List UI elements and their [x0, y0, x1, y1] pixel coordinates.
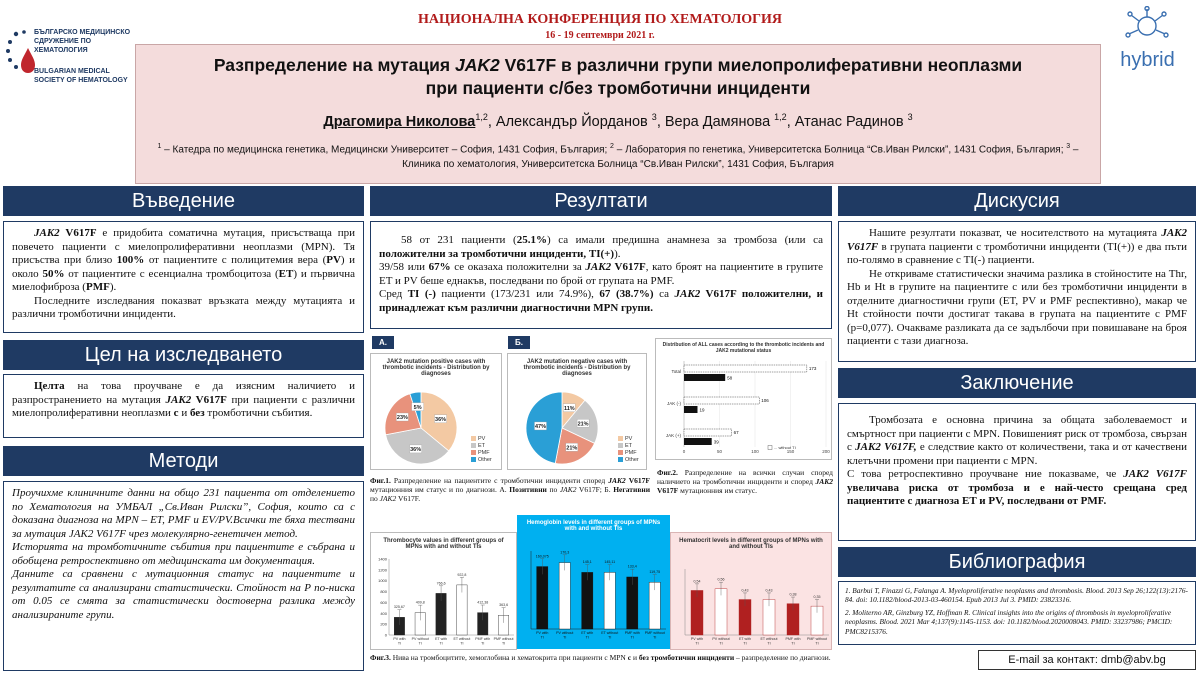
pie-data-label: 23% [396, 415, 408, 422]
bar [691, 590, 703, 635]
intro-paragraph-2: Последните изследвания показват връзката между мутацията и различни тромботични инциденти. [12, 294, 355, 320]
legend-swatch [471, 436, 476, 441]
bar [715, 589, 727, 635]
x-tick-label: ET with [739, 637, 751, 641]
thrombocyte-chart-panel [370, 532, 517, 650]
author-sup: 3 [907, 112, 913, 122]
distribution-chart-title: Distribution of ALL cases according to the thrombotic incidents and JAK2 mutational status [662, 342, 825, 354]
legend-entry-pv [618, 436, 639, 443]
title-gene: JAK2 [455, 55, 500, 75]
legend-entry-pmf [618, 450, 639, 457]
conference-dates: 16 - 19 септември 2021 г. [545, 30, 655, 41]
discussion-heading: Дискусия [838, 186, 1196, 216]
bar-value-label: 145,11 [604, 560, 616, 565]
hematocrit-chart-panel [670, 532, 832, 650]
author: , Атанас Радинов [786, 113, 908, 130]
bar-value-label: 58 [727, 375, 733, 381]
bar-value-label: 363,6 [499, 603, 509, 608]
pie-chart-b [510, 384, 618, 468]
pie-data-label: 36% [435, 417, 447, 424]
y-tick-label: 1400 [378, 556, 387, 562]
legend-swatch [768, 446, 772, 450]
pie-data-label: 36% [410, 447, 422, 454]
legend-label: Other [625, 457, 639, 463]
legend-label: ... without TI [774, 445, 796, 450]
pie-a-title: JAK2 mutation positive cases with thrombotic incidents - Distribution by diagnoses [382, 359, 490, 377]
bar [559, 563, 570, 629]
legend-entry-et [618, 443, 639, 450]
distribution-bar-chart [656, 355, 833, 459]
legend-swatch [471, 450, 476, 455]
bar-value-label: 766,6 [436, 581, 446, 586]
authors [136, 112, 1100, 130]
y-tick-label: 200 [380, 621, 387, 627]
bar-with-ti [684, 406, 697, 413]
bar-without-ti [684, 397, 759, 404]
society-logo [4, 22, 134, 117]
bar-value-label: 170,3 [560, 550, 570, 555]
bar [604, 572, 615, 629]
x-tick-label: TI [540, 635, 544, 640]
hemoglobin-chart-title: Hemoglobin levels in different groups of MPNs with and without TIs [526, 520, 661, 532]
author: , Вера Дамянова [656, 113, 775, 130]
y-tick-label: 1200 [378, 567, 387, 573]
x-tick-label: TI [743, 641, 747, 646]
x-tick-label: TI [585, 635, 589, 640]
aim-paragraph: Целта на това проучване е да изясним наличието и разпространението на мутация JAK2 V617F при пациенти с различни миелопролиферативни неоплазми с и без тромботични събития. [12, 380, 355, 419]
conclusion-paragraph-1: Тромбозата е основна причина за общата заболеваемост и смъртност при пациенти с MPN. Повишеният риск от тромбоза, свързан с JAK2 V617F, е следствие както от количествени, така и от качествени клетъчни промени при пациенти с MPN. [847, 414, 1187, 467]
author-sup: 3 [651, 112, 657, 122]
x-tick-label: TI [653, 635, 657, 640]
society-name-en-2: SOCIETY OF HEMATOLOGY [34, 77, 128, 84]
x-tick-label: PMF without [644, 631, 665, 635]
methods-paragraph-1: Проучихме клиничните данни на общо 231 пациента от отделението по Хематология на УМБАЛ „Св.Иван Рилски”, София, които са с доказана диагноза на MPN – ET, PMF и EV/PV.Всички те бяха тествани за мутация JAK2 V617F чрез молекулярно-генетичен метод. [12, 487, 355, 540]
thrombocyte-chart-title: Thrombocyte values in different groups of MPNs with and without TIs [383, 538, 504, 550]
title-box [135, 44, 1101, 184]
figure-3-caption: Фиг.3. Нива на тромбоцитите, хемоглобина и хематокрита при пациенти с MPN с и без тромботични инциденти – разпределение по диагнози. [370, 653, 831, 662]
x-tick-label: TI [397, 641, 402, 646]
x-tick-label: 0 [682, 449, 686, 454]
x-tick-label: 200 [822, 449, 830, 454]
y-tick-label: 600 [380, 599, 387, 605]
pie-chart-a [373, 384, 473, 468]
title-text: V617F в различни групи миелопролиферативни неоплазми [499, 55, 1023, 75]
legend-entry-other [471, 457, 492, 464]
bar-value-label: 0,56 [717, 577, 725, 582]
pie-data-label: 47% [534, 424, 547, 431]
distribution-chart-panel [655, 338, 832, 460]
bibliography-box [838, 581, 1196, 645]
legend-swatch [618, 457, 623, 462]
conclusion-heading: Заключение [838, 368, 1196, 398]
legend-entry-pv [471, 436, 492, 443]
bar-value-label: 145,1 [582, 560, 592, 565]
x-tick-label: PV without [411, 637, 429, 641]
bar [582, 572, 593, 629]
legend-swatch [471, 443, 476, 448]
legend-entry-pmf [471, 450, 492, 457]
reference-1: 1. Barbui T, Finazzi G, Falanga A. Myeloproliferative neoplasms and thrombosis. Blood. 2013 Sep 26;122(13):2176-84. doi: 10.1182/blood-2013-03-460154. Epub 2013 Jul 3. PMID: 23823316. [845, 586, 1188, 605]
x-tick-label: TI [791, 641, 795, 646]
legend-label: Other [478, 457, 492, 463]
conference-title: НАЦИОНАЛНА КОНФЕРЕНЦИЯ ПО ХЕМАТОЛОГИЯ [417, 12, 783, 27]
discussion-box [838, 221, 1196, 362]
methods-heading: Методи [3, 446, 364, 476]
pie-b-title: JAK2 mutation negative cases with thrombotic incidents - Distribution by diagnoses [523, 359, 631, 377]
x-tick-label: 150 [786, 449, 795, 454]
category-label: JAK (+) [665, 433, 681, 438]
hybrid-logo [1105, 6, 1190, 71]
y-tick-label: 800 [380, 589, 387, 595]
x-tick-label: PV with [536, 631, 549, 635]
legend-entry-et [471, 443, 492, 450]
pie-b-legend [618, 436, 639, 464]
bar-value-label: 325,67 [393, 605, 405, 610]
x-tick-label: PV without [556, 631, 574, 635]
results-box [370, 221, 832, 329]
aim-box [3, 374, 364, 438]
x-tick-label: ET without [601, 631, 619, 635]
legend-swatch [618, 450, 623, 455]
x-tick-label: ET without [453, 637, 471, 641]
y-tick-label: 400 [380, 610, 387, 616]
x-tick-label: ET without [760, 637, 778, 641]
intro-heading: Въведение [3, 186, 364, 216]
hematocrit-bar-chart [671, 555, 833, 651]
hybrid-logo-text: hybrid [1120, 49, 1175, 71]
x-tick-label: PV without [712, 637, 730, 641]
legend-entry-other [618, 457, 639, 464]
bibliography-heading: Библиография [838, 547, 1196, 577]
society-name-bg-1: БЪЛГАРСКО МЕДИЦИНСКО [34, 29, 131, 36]
intro-paragraph: JAK2 V617F е придобита соматична мутация, присъстваща при повечето пациенти с миелопролиферативни неоплазми (MPN). Тя присъства при близо 100% от пациентите с полицитемия вера (PV) и около 50% от пациентите с есенциална тромбоцитоза (ET) и първична миелофиброза (PMF). [12, 227, 356, 293]
bar [537, 567, 548, 629]
author-sup: 1,2 [475, 112, 488, 122]
affiliation: – Лаборатория по генетика, Университетска Болница “Св.Иван Рилски”, 1431 София, България; [613, 144, 1067, 156]
figure-tag-a: А. [372, 336, 394, 349]
legend-swatch [471, 457, 476, 462]
affiliations [148, 139, 1088, 172]
author-presenting: Драгомира Николова [323, 113, 476, 130]
hematocrit-chart-title: Hematocrit levels in different groups of MPNs with and without TIs [679, 538, 823, 550]
bar-value-label: 133,4 [627, 564, 637, 569]
reference-2: 2. Moliterno AR, Ginzburg YZ, Hoffman R. Clinical insights into the origins of thrombosis in myeloproliferative neoplasms. Blood. 2021 Mar 4;137(9):1145-1153. doi: 10.1182/blood.2020008043. PMID: 33237986; PMCID: PMC8215376. [845, 607, 1173, 636]
bar-without-ti [684, 365, 807, 372]
methods-paragraph-2: Историята на тромботичните събития при пациентите е събрана и обобщена ретроспективно от медицинската им документация. [12, 541, 355, 567]
hemoglobin-bar-chart [517, 539, 670, 649]
figure-2-caption: Фиг.2. Разпределение на всички случаи според наличието на тромботични инциденти и според JAK2 V617F мутационния им статус. [657, 468, 833, 495]
bar [627, 577, 638, 629]
pie-a-legend [471, 436, 492, 464]
pie-chart-a-panel [370, 353, 502, 470]
aim-heading: Цел на изследването [3, 340, 364, 370]
pie-data-label: 5% [413, 404, 422, 411]
methods-box [3, 481, 364, 671]
affiliation: – Клиника по хематология, Университетска Болница “Св.Иван Рилски”, 1431 София, България [402, 144, 1079, 171]
category-label: JAK (-) [667, 401, 681, 406]
x-tick-label: TI [481, 641, 485, 646]
x-tick-label: TI [418, 641, 422, 646]
results-line-2: 39/58 или 67% се оказаха положителни за JAK2 V617F, като броят на пациентите в групите ET и PV беше еднакъв, последвани по брой от групата на PMF. [379, 261, 823, 287]
intro-box [3, 221, 364, 333]
pie-data-label: 21% [566, 445, 578, 452]
discussion-paragraph-2: Не откриваме статистически значима разлика в стойностите на Thr, Hb и Ht в групите на пациентите с или без тромботични инциденти в отделните диагностични групи (ET, PV и PMF респективно), макар че Ht стойности почти достигат такава в групата на пациентите с PMF (p=0,077). Очакваме разликата да се задълбочи при повишаване на броя пациенти с тази диагноза. [847, 267, 1187, 347]
legend-label: ET [625, 443, 633, 449]
x-tick-label: TI [767, 641, 771, 646]
x-tick-label: PMF with [624, 631, 640, 635]
x-tick-label: TI [439, 641, 443, 646]
x-tick-label: PMF without [807, 637, 827, 641]
bar-without-ti [684, 429, 732, 436]
legend-label: ET [478, 443, 486, 449]
x-tick-label: TI [630, 635, 634, 640]
bar-value-label: 0,38 [789, 592, 797, 597]
x-tick-label: PMF with [475, 637, 491, 641]
bar-value-label: 119,75 [649, 569, 661, 574]
title-line-2: при пациенти с/без тромботични инциденти [425, 78, 811, 98]
figure-tag-b: Б. [508, 336, 530, 349]
x-tick-label: PMF without [493, 637, 514, 641]
bar-value-label: 412,38 [477, 600, 489, 605]
y-tick-label: 0 [384, 632, 387, 638]
x-tick-label: TI [460, 641, 464, 646]
legend-label: PMF [478, 450, 490, 456]
bar-value-label: 67 [733, 430, 739, 435]
bar-value-label: 39 [713, 439, 719, 445]
bar-value-label: 0,43 [765, 588, 773, 593]
x-tick-label: 100 [751, 449, 759, 454]
affil-sup: 3 [1066, 142, 1071, 150]
poster-title [136, 54, 1100, 100]
x-tick-label: PMF with [785, 637, 801, 641]
pie-chart-b-panel [507, 353, 647, 470]
results-heading: Резултати [370, 186, 832, 216]
x-tick-label: TI [501, 641, 506, 646]
legend-label: PV [478, 436, 486, 442]
bar-value-label: 160,075 [535, 554, 549, 559]
society-name-en-1: BULGARIAN MEDICAL [34, 68, 110, 75]
results-line-1: 58 от 231 пациенти (25.1%) са имали предишна анамнеза за тромбоза (или са положителни за тромботични инциденти, TI(+)). [379, 234, 823, 260]
bar-value-label: 173 [808, 366, 817, 371]
bar-with-ti [684, 374, 725, 381]
hybrid-network-icon [1105, 6, 1190, 46]
affil-sup: 1 [157, 142, 162, 150]
legend-swatch [618, 443, 623, 448]
title-text: Разпределение на мутация [213, 55, 455, 75]
category-label: Total [671, 369, 681, 374]
bar-value-label: 19 [699, 407, 705, 413]
bar-value-label: 0,43 [741, 588, 749, 593]
society-name-bg-2: СДРУЖЕНИЕ ПО ХЕМАТОЛОГИЯ [34, 38, 92, 54]
author-sup: 1,2 [774, 112, 787, 122]
legend-swatch [618, 436, 623, 441]
x-tick-label: TI [563, 635, 567, 640]
bar-value-label: 922,8 [457, 572, 467, 577]
pie-data-label: 11% [563, 405, 575, 412]
results-line-3: Сред TI (-) пациенти (173/231 или 74.9%), 67 (38.7%) са JAK2 V617F положителни, и принадлежат към различни диагностични MPN групи. [379, 288, 824, 314]
legend-label: PV [625, 436, 633, 442]
hemoglobin-chart-panel [517, 515, 670, 649]
affiliation: – Катедра по медицинска генетика, Медицински Университет – София, 1431 София, България; [161, 144, 611, 156]
x-tick-label: 50 [716, 449, 723, 454]
methods-paragraph-3: Данните са сравнени с мутационния статус на пациентите и резултатите са анализирани статистически. Стойност на P по-ниска от 0.05 се смята за статистически достоверна разлика между анализираните групи. [12, 568, 355, 621]
affil-sup: 2 [610, 142, 614, 150]
conclusion-box [838, 403, 1196, 541]
legend-label: PMF [625, 450, 637, 456]
bar-value-label: 0,35 [813, 595, 821, 600]
x-tick-label: TI [608, 635, 612, 640]
bar-with-ti [684, 438, 712, 445]
bar-value-label: 0,54 [693, 579, 701, 584]
discussion-paragraph-1: Нашите резултати показват, че носителството на мутацията JAK2 V617F в групата пациенти с тромботични инциденти (TI(+)) е два пъти по-голямо в сравнение с TI(-) пациенти. [847, 227, 1187, 266]
x-tick-label: ET with [435, 637, 448, 641]
x-tick-label: ET with [581, 631, 594, 635]
bar-value-label: 409,8 [415, 600, 425, 605]
x-tick-label: TI [719, 641, 723, 646]
y-tick-label: 1000 [378, 578, 387, 584]
contact-email: E-mail за контакт: dmb@abv.bg [978, 650, 1196, 670]
author: , Александър Йорданов [487, 113, 652, 130]
bar-value-label: 106 [761, 398, 769, 403]
x-tick-label: TI [815, 641, 819, 646]
pie-data-label: 21% [577, 421, 589, 428]
figure-1-caption: Фиг.1. Разпределение на пациентите с тромботични инциденти според JAK2 V617F мутационния им статус и по диагнози. А. Позитивни по JAK2 V617F; Б. Негативни по JAK2 V617F. [370, 476, 651, 503]
x-tick-label: PV with [690, 637, 704, 641]
conclusion-paragraph-2: С това ретроспективно проучване ние показваме, че JAK2 V617F увеличава риска от тромбоза и е най-често срещана сред пациентите с диагноза ET и PV, последвани от PMF. [847, 468, 1187, 507]
x-tick-label: PV with [393, 637, 406, 641]
x-tick-label: TI [695, 641, 699, 646]
thrombocyte-bar-chart [371, 555, 518, 651]
